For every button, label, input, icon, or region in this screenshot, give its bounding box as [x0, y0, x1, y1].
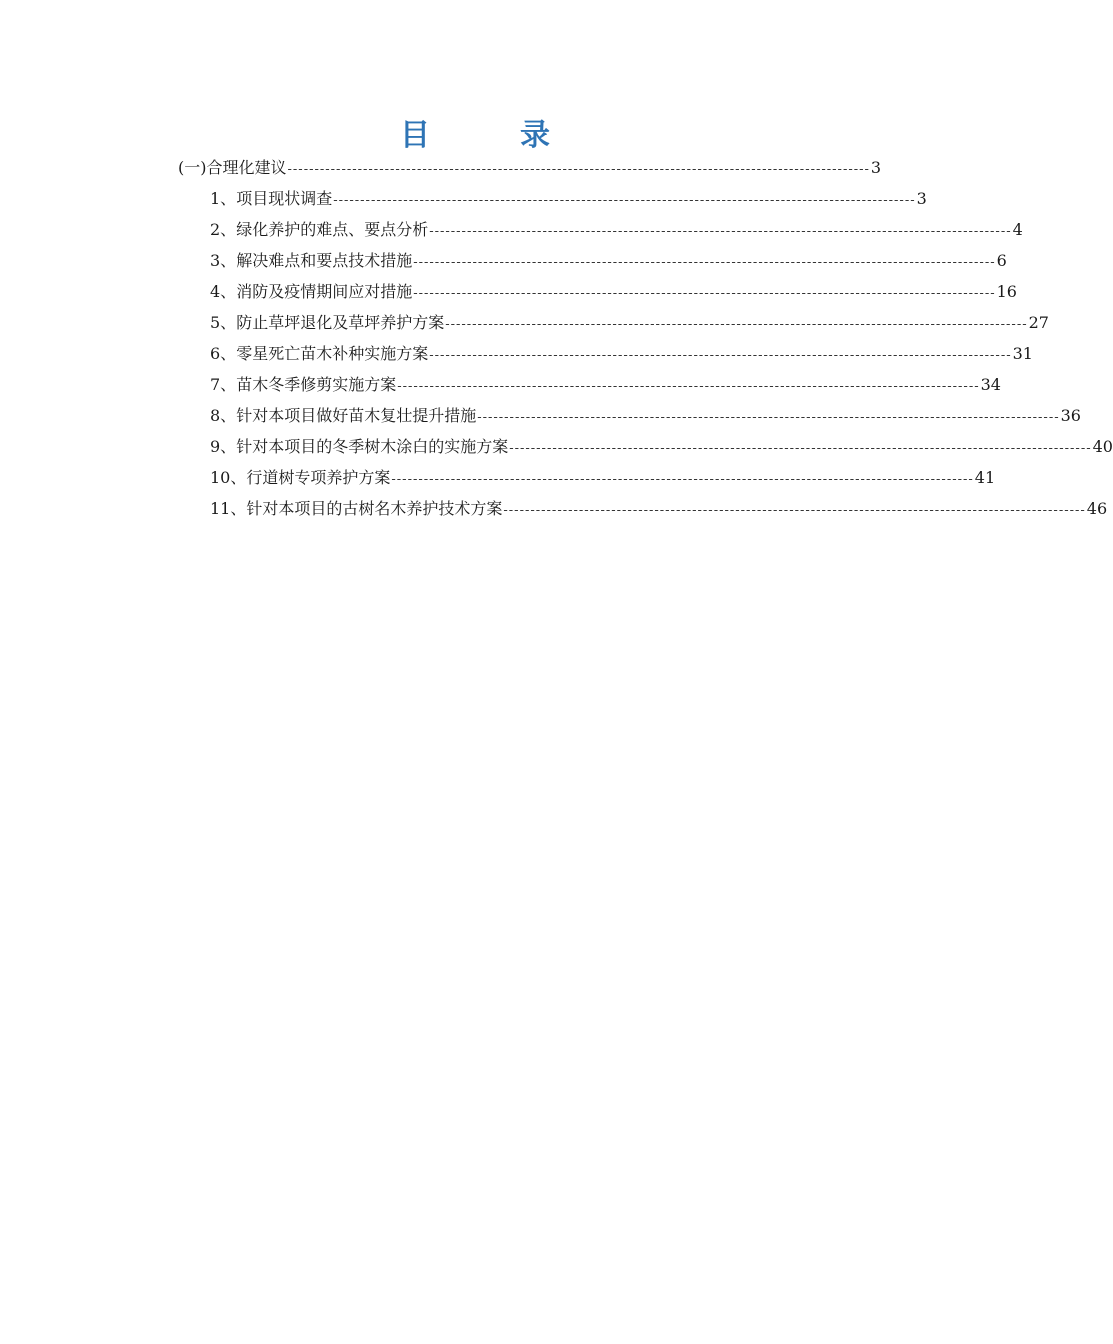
- toc-entry[interactable]: [210, 372, 1001, 398]
- toc-entry-label: 针对本项目做好苗木复壮提升措施: [236, 406, 477, 425]
- toc-entry-number: 4、: [210, 282, 237, 301]
- toc-entry[interactable]: [210, 434, 1113, 460]
- toc-entry-label: 防止草坪退化及草坪养护方案: [236, 313, 445, 332]
- toc-entry[interactable]: [210, 341, 1033, 367]
- toc-entry-number: (一): [178, 158, 207, 177]
- toc-entry-label: 针对本项目的冬季树木涂白的实施方案: [236, 437, 509, 456]
- toc-entry-number: 3、: [210, 251, 237, 270]
- toc-entry-number: 2、: [210, 220, 237, 239]
- toc-entry-page: 34: [980, 375, 1001, 394]
- toc-entry[interactable]: [210, 186, 927, 212]
- toc-entry-number: 8、: [210, 406, 237, 425]
- toc-entry[interactable]: [210, 248, 1007, 274]
- toc-dot-leader: ------------------------------------------------------------------------------------------------------------: [287, 162, 870, 177]
- toc-entry-page: 6: [996, 251, 1007, 270]
- toc-entry-number: 11、: [210, 499, 247, 518]
- page-title: 目 录: [400, 118, 580, 153]
- toc-dot-leader: ------------------------------------------------------------------------------------------------------------: [445, 317, 1028, 332]
- toc-entry-number: 7、: [210, 375, 237, 394]
- toc-entry-page: 31: [1012, 344, 1033, 363]
- toc-entry-label: 针对本项目的古树名木养护技术方案: [246, 499, 503, 518]
- toc-dot-leader: ------------------------------------------------------------------------------------------------------------: [509, 441, 1092, 456]
- toc-entry-label: 绿化养护的难点、要点分析: [236, 220, 429, 239]
- toc-entry-page: 36: [1060, 406, 1081, 425]
- toc-entry-page: 40: [1092, 437, 1113, 456]
- toc-entry-number: 9、: [210, 437, 237, 456]
- toc-entry[interactable]: [210, 403, 1081, 429]
- toc-dot-leader: ------------------------------------------------------------------------------------------------------------: [413, 255, 996, 270]
- toc-entry-page: 46: [1086, 499, 1108, 518]
- toc-dot-leader: ------------------------------------------------------------------------------------------------------------: [429, 224, 1012, 239]
- toc-dot-leader: ------------------------------------------------------------------------------------------------------------: [397, 379, 980, 394]
- toc-dot-leader: ------------------------------------------------------------------------------------------------------------: [477, 410, 1060, 425]
- toc-entry-number: 1、: [210, 189, 237, 208]
- toc-entry[interactable]: [178, 155, 882, 181]
- toc-entry-label: 项目现状调查: [236, 189, 333, 208]
- toc-dot-leader: ------------------------------------------------------------------------------------------------------------: [391, 472, 974, 487]
- toc-entry-number: 10、: [210, 468, 247, 487]
- toc-entry-label: 行道树专项养护方案: [246, 468, 391, 487]
- toc-entry-number: 6、: [210, 344, 237, 363]
- toc-entry-label: 解决难点和要点技术措施: [236, 251, 413, 270]
- toc-entry-page: 4: [1012, 220, 1023, 239]
- toc-entry-label: 消防及疫情期间应对措施: [236, 282, 413, 301]
- toc-entry[interactable]: [210, 310, 1049, 336]
- toc-entry-page: 27: [1028, 313, 1049, 332]
- toc-entry[interactable]: [210, 217, 1023, 243]
- toc-dot-leader: ------------------------------------------------------------------------------------------------------------: [333, 193, 916, 208]
- toc-entry-label: 合理化建议: [206, 158, 287, 177]
- toc-entry-page: 3: [870, 158, 882, 177]
- toc-entry-label: 零星死亡苗木补种实施方案: [236, 344, 429, 363]
- toc-entry[interactable]: [210, 465, 996, 491]
- toc-entry[interactable]: [210, 279, 1017, 305]
- toc-dot-leader: ------------------------------------------------------------------------------------------------------------: [413, 286, 996, 301]
- toc-entry-page: 3: [916, 189, 927, 208]
- toc-entry-number: 5、: [210, 313, 237, 332]
- toc-entry[interactable]: [210, 496, 1108, 522]
- toc-entry-page: 41: [974, 468, 996, 487]
- toc-dot-leader: ------------------------------------------------------------------------------------------------------------: [429, 348, 1012, 363]
- toc-entry-label: 苗木冬季修剪实施方案: [236, 375, 397, 394]
- toc-dot-leader: ------------------------------------------------------------------------------------------------------------: [503, 503, 1086, 518]
- toc-entry-page: 16: [996, 282, 1017, 301]
